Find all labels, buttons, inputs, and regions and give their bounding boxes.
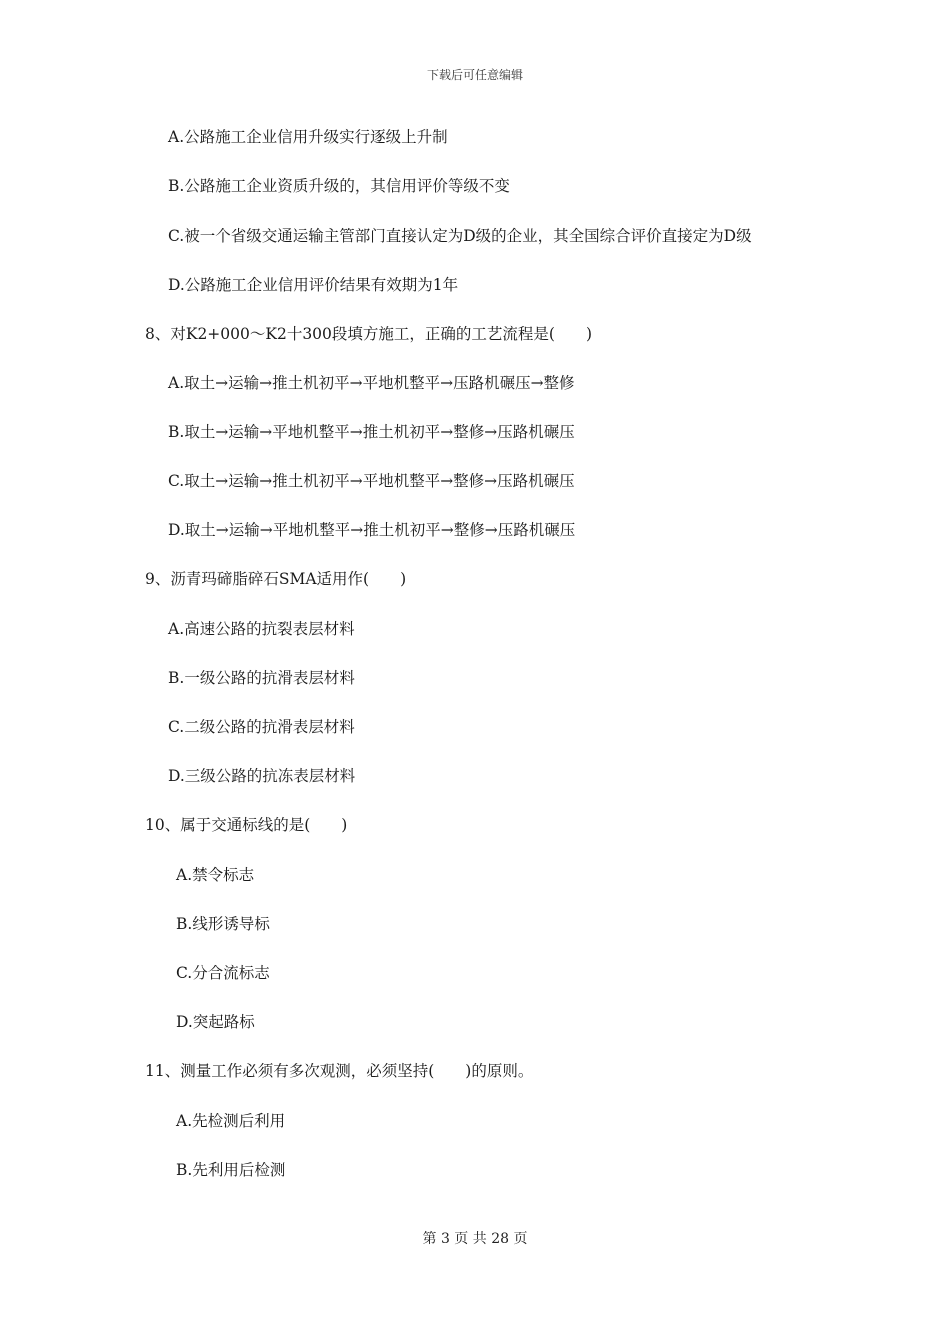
answer-option: B.先利用后检测: [176, 1161, 286, 1179]
question-stem: 11、测量工作必须有多次观测，必须坚持( )的原则。: [145, 1062, 534, 1080]
answer-option: A.禁令标志: [176, 866, 255, 884]
answer-option: A.高速公路的抗裂表层材料: [168, 620, 355, 638]
answer-option: B.取土→运输→平地机整平→推土机初平→整修→压路机碾压: [168, 423, 575, 441]
page-header: 下载后可任意编辑: [426, 68, 523, 82]
answer-option: A.公路施工企业信用升级实行逐级上升制: [168, 128, 448, 146]
answer-option: D.突起路标: [176, 1013, 255, 1031]
question-stem: 8、对K2+000～K2十300段填方施工，正确的工艺流程是( ): [145, 325, 592, 343]
answer-option: C.被一个省级交通运输主管部门直接认定为D级的企业，其全国综合评价直接定为D级: [168, 227, 752, 245]
answer-option: C.取土→运输→推土机初平→平地机整平→整修→压路机碾压: [168, 472, 575, 490]
question-stem: 10、属于交通标线的是( ): [145, 816, 348, 834]
answer-option: B.线形诱导标: [176, 915, 270, 933]
answer-option: D.三级公路的抗冻表层材料: [168, 767, 356, 785]
question-stem: 9、沥青玛碲脂碎石SMA适用作( ): [145, 570, 407, 588]
answer-option: B.公路施工企业资质升级的，其信用评价等级不变: [168, 177, 510, 195]
answer-option: C.分合流标志: [176, 964, 270, 982]
answer-option: A.先检测后利用: [176, 1112, 286, 1130]
answer-option: D.取土→运输→平地机整平→推土机初平→整修→压路机碾压: [168, 521, 576, 539]
answer-option: B.一级公路的抗滑表层材料: [168, 669, 355, 687]
answer-option: C.二级公路的抗滑表层材料: [168, 718, 355, 736]
answer-option: D.公路施工企业信用评价结果有效期为1年: [168, 276, 459, 294]
answer-option: A.取土→运输→推土机初平→平地机整平→压路机碾压→整修: [168, 374, 575, 392]
page-footer: 第 3 页 共 28 页: [422, 1231, 528, 1247]
